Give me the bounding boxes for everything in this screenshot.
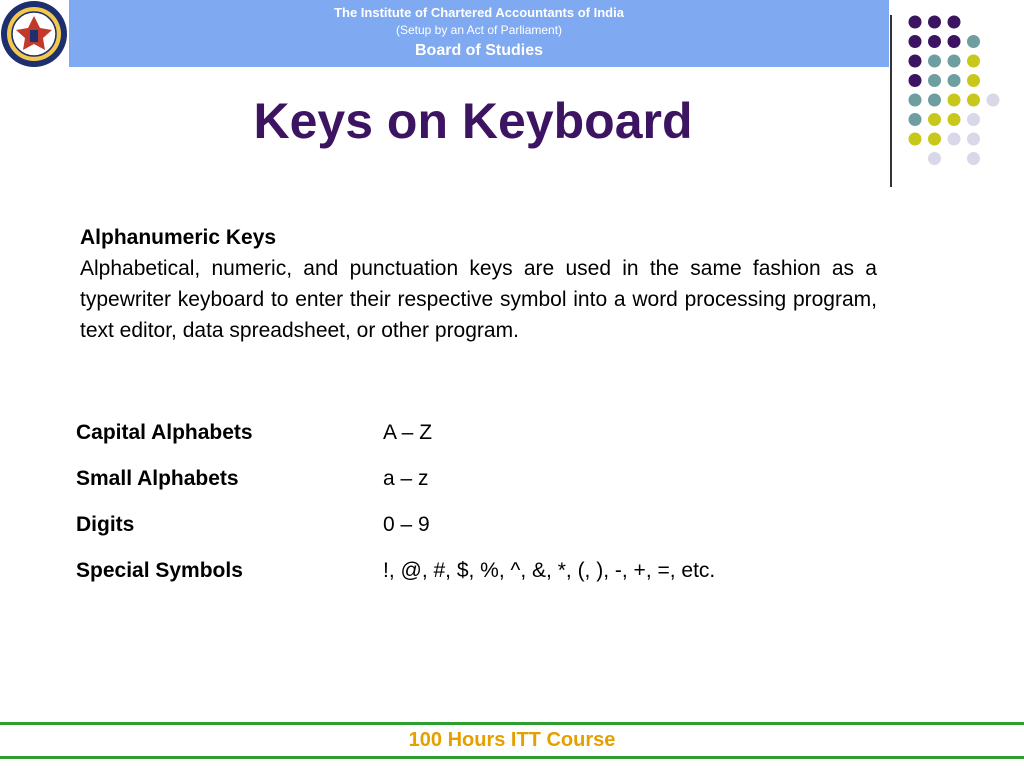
key-value: a – z xyxy=(383,467,429,490)
decorative-dot xyxy=(967,74,980,87)
footer-top-rule xyxy=(0,722,1024,725)
decorative-dot xyxy=(967,113,980,126)
decorative-dot xyxy=(948,16,961,29)
key-value: !, @, #, $, %, ^, &, *, (, ), -, +, =, etc. xyxy=(383,559,716,582)
key-value: 0 – 9 xyxy=(383,513,430,536)
decorative-dot xyxy=(909,35,922,48)
decorative-dot xyxy=(948,55,961,68)
key-value: A – Z xyxy=(383,421,433,444)
key-row-small xyxy=(76,464,836,510)
decorative-dot xyxy=(928,35,941,48)
section-body: Alphabetical, numeric, and punctuation keys are used in the same fashion as a typewriter keyboard to enter their respective symbol into a word processing program, text editor, data spreadsheet, or other program. xyxy=(80,257,877,342)
board-name: Board of Studies xyxy=(414,42,543,59)
slide-title: Keys on Keyboard xyxy=(253,93,693,149)
section-heading: Alphanumeric Keys xyxy=(80,226,277,249)
footer-course-title: 100 Hours ITT Course xyxy=(408,729,616,751)
institute-setup-note: (Setup by an Act of Parliament) xyxy=(395,23,563,37)
key-row-special xyxy=(76,556,836,602)
key-name: Small Alphabets xyxy=(76,467,239,490)
decorative-dot xyxy=(967,35,980,48)
alphanumeric-section xyxy=(80,222,877,346)
decorative-dot xyxy=(948,113,961,126)
decorative-dot xyxy=(909,16,922,29)
decorative-dot xyxy=(909,55,922,68)
key-name: Digits xyxy=(76,513,135,536)
decorative-dot xyxy=(967,94,980,107)
key-row-digits xyxy=(76,510,836,556)
decorative-dot xyxy=(909,74,922,87)
decorative-dot xyxy=(948,94,961,107)
decorative-dot xyxy=(948,133,961,146)
decorative-dot xyxy=(967,133,980,146)
decorative-dot xyxy=(967,55,980,68)
decorative-dot xyxy=(928,55,941,68)
decorative-dot xyxy=(928,74,941,87)
decorative-dot xyxy=(987,94,1000,107)
key-name: Capital Alphabets xyxy=(76,421,253,444)
decorative-dot xyxy=(948,74,961,87)
footer-bottom-rule xyxy=(0,756,1024,759)
decorative-dot xyxy=(928,16,941,29)
decorative-dot xyxy=(967,152,980,165)
header-band xyxy=(69,0,889,67)
key-types-list xyxy=(76,418,836,602)
icai-logo xyxy=(0,0,68,68)
institute-name: The Institute of Chartered Accountants of India xyxy=(334,5,624,20)
key-row-capital xyxy=(76,418,836,464)
decorative-dot xyxy=(948,35,961,48)
icai-emblem-icon xyxy=(0,0,68,68)
decorative-dot xyxy=(928,152,941,165)
key-name: Special Symbols xyxy=(76,559,243,582)
